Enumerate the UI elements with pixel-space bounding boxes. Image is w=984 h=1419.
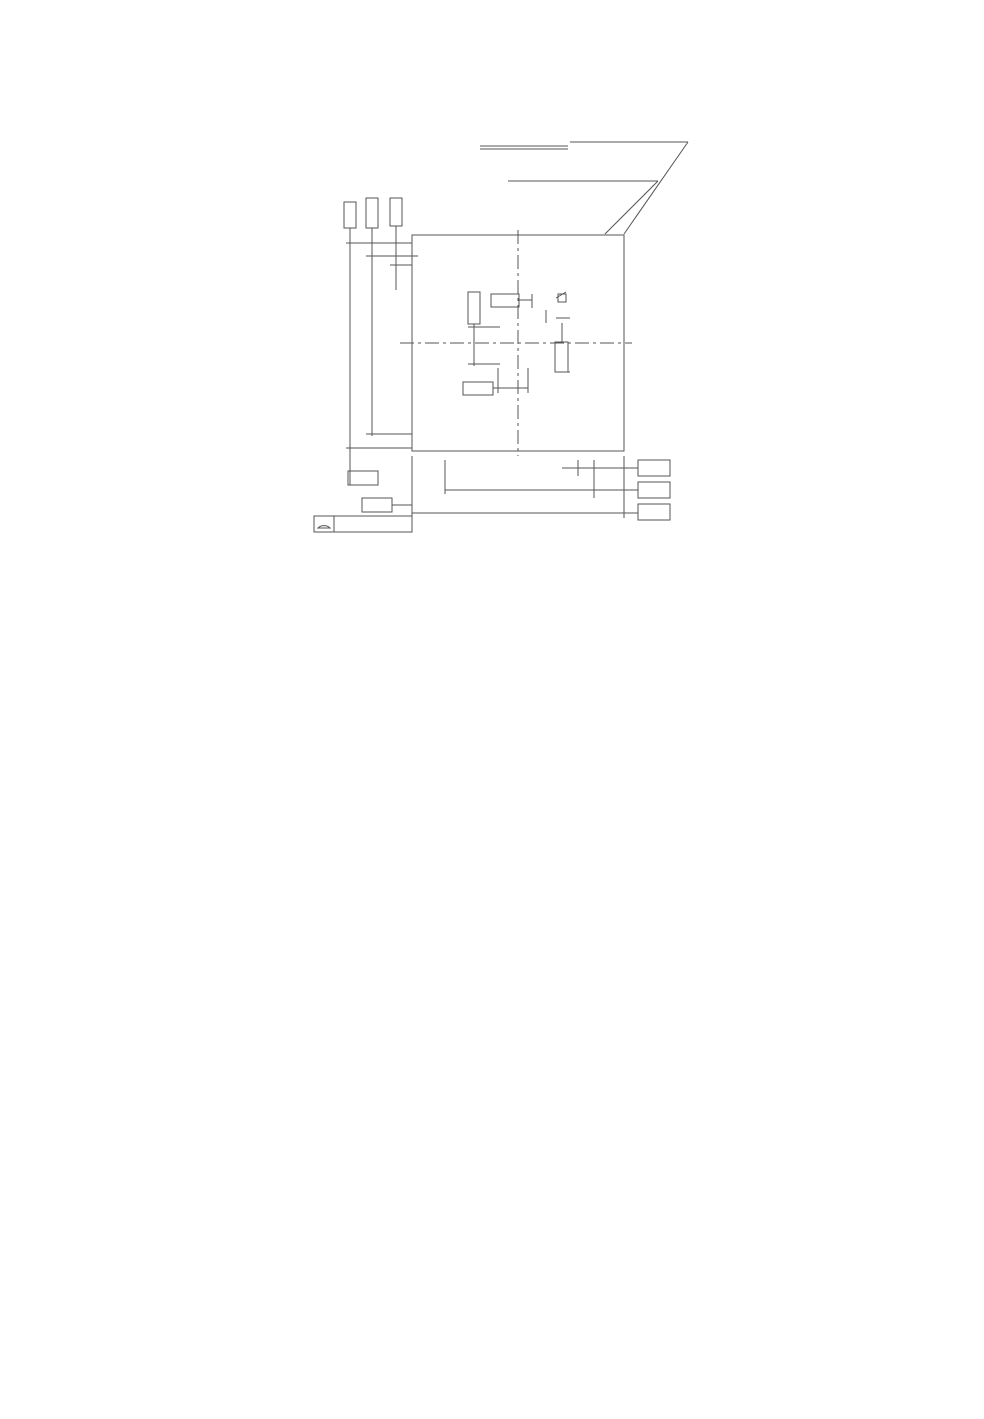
mtm-logo bbox=[900, 1345, 972, 1413]
dimension-table bbox=[211, 577, 823, 1255]
bottom-view-drawing bbox=[300, 118, 700, 542]
top-accent-bar bbox=[0, 0, 984, 8]
